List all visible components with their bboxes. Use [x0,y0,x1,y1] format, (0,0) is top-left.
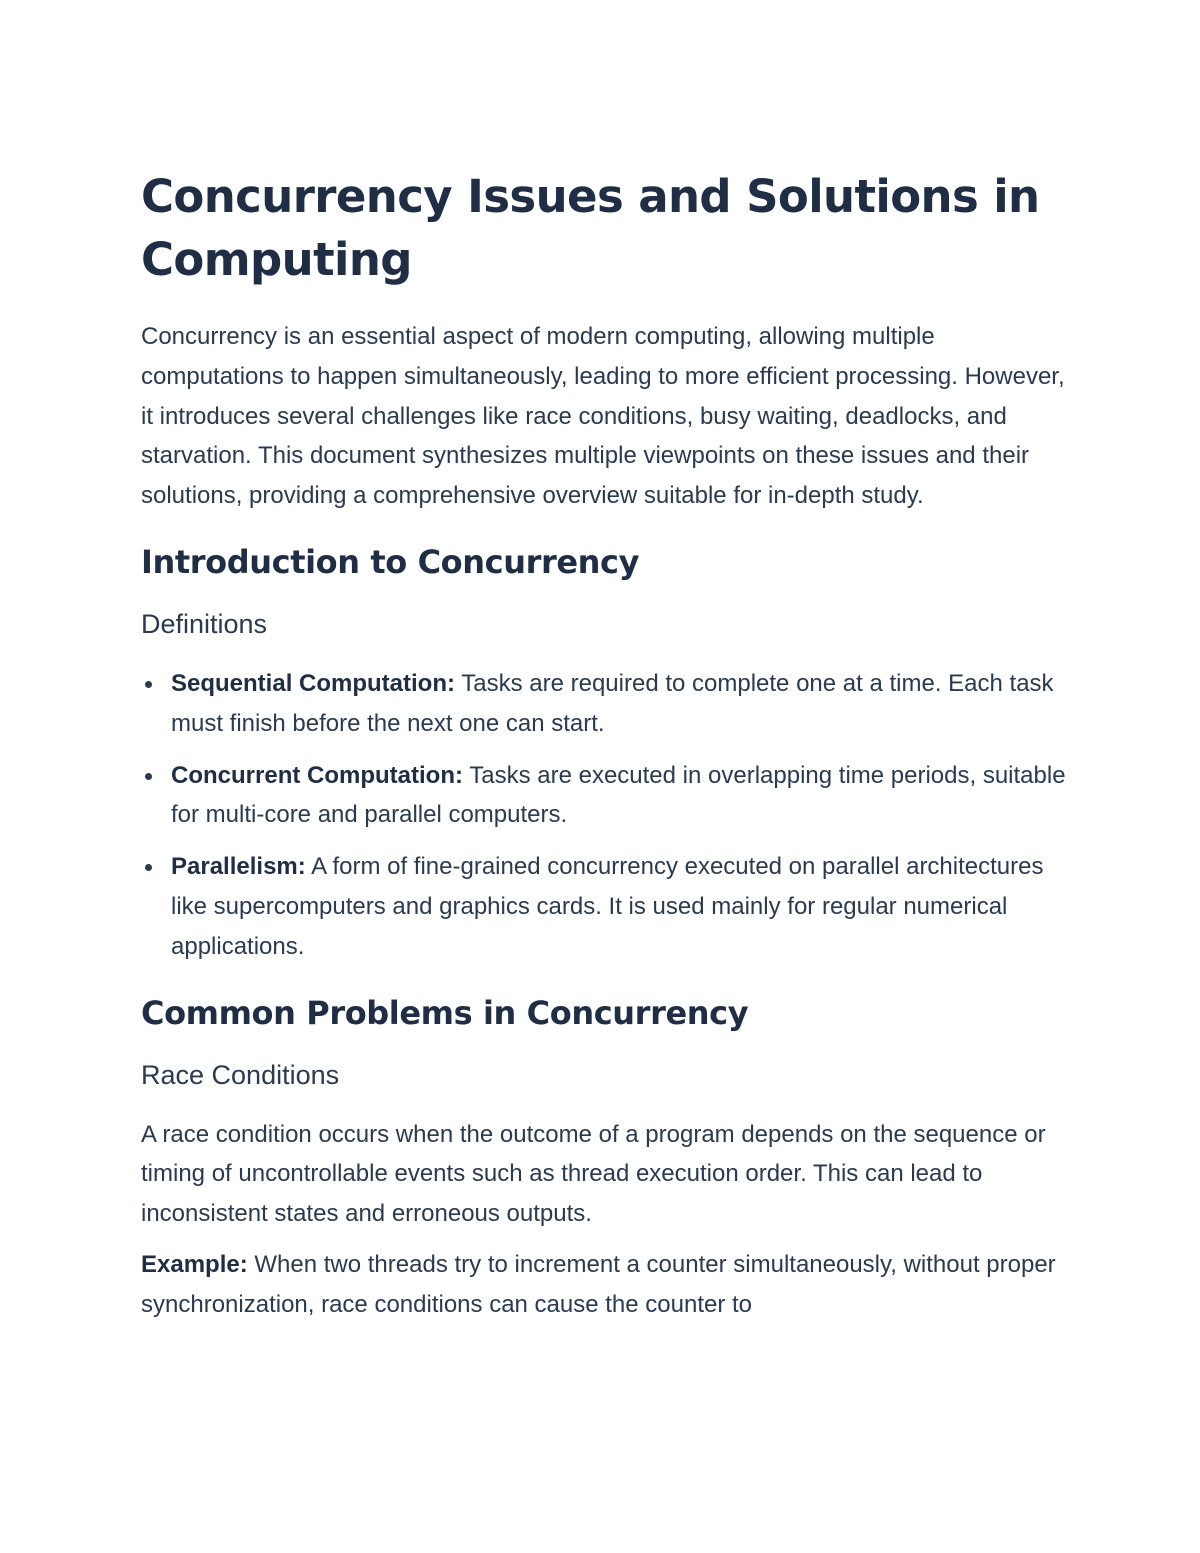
race-condition-paragraph: A race condition occurs when the outcome of a program depends on the sequence or timing of uncontrollable events such as thread execution order. This can lead to inconsistent states and erroneous outputs. [141,1120,1046,1228]
example-text: When two threads try to increment a counter simultaneously, without proper synchronization, race conditions can cause the counter to [141,1250,1056,1318]
section-heading-introduction: Introduction to Concurrency [141,542,640,581]
term-label: Parallelism: [171,853,306,881]
list-item [141,664,1066,744]
section-heading-common-problems: Common Problems in Concurrency [141,993,749,1032]
term-description: Tasks are executed in overlapping time periods, suitable for multi-core and parallel computers. [171,761,1066,829]
bullet-icon [145,681,152,688]
term-label: Sequential Computation: [171,669,455,697]
subheading-race-conditions: Race Conditions [141,1059,340,1090]
list-item [141,756,1066,836]
example-paragraph [141,1245,1066,1325]
intro-paragraph: Concurrency is an essential aspect of modern computing, allowing multiple computations to happen simultaneously, leading to more efficient processing. However, it introduces several challenges like race conditions, busy waiting, deadlocks, and starvation. This document synthesizes multiple viewpoints on these issues and their solutions, providing a comprehensive overview suitable for in-depth study. [141,323,1065,510]
term-description: Tasks are required to complete one at a time. Each task must finish before the next one can start. [171,669,1054,737]
list-item [141,847,1066,966]
document-title: Concurrency Issues and Solutions in Computing [141,170,1040,286]
document-page [141,165,1066,1336]
example-label: Example: [141,1250,248,1278]
term-label: Concurrent Computation: [171,761,463,789]
term-description: A form of fine-grained concurrency executed on parallel architectures like supercomputers and graphics cards. It is used mainly for regular numerical applications. [171,853,1044,960]
definitions-list [141,664,1066,967]
bullet-icon [145,864,152,871]
bullet-icon [145,773,152,780]
subheading-definitions: Definitions [141,608,268,639]
